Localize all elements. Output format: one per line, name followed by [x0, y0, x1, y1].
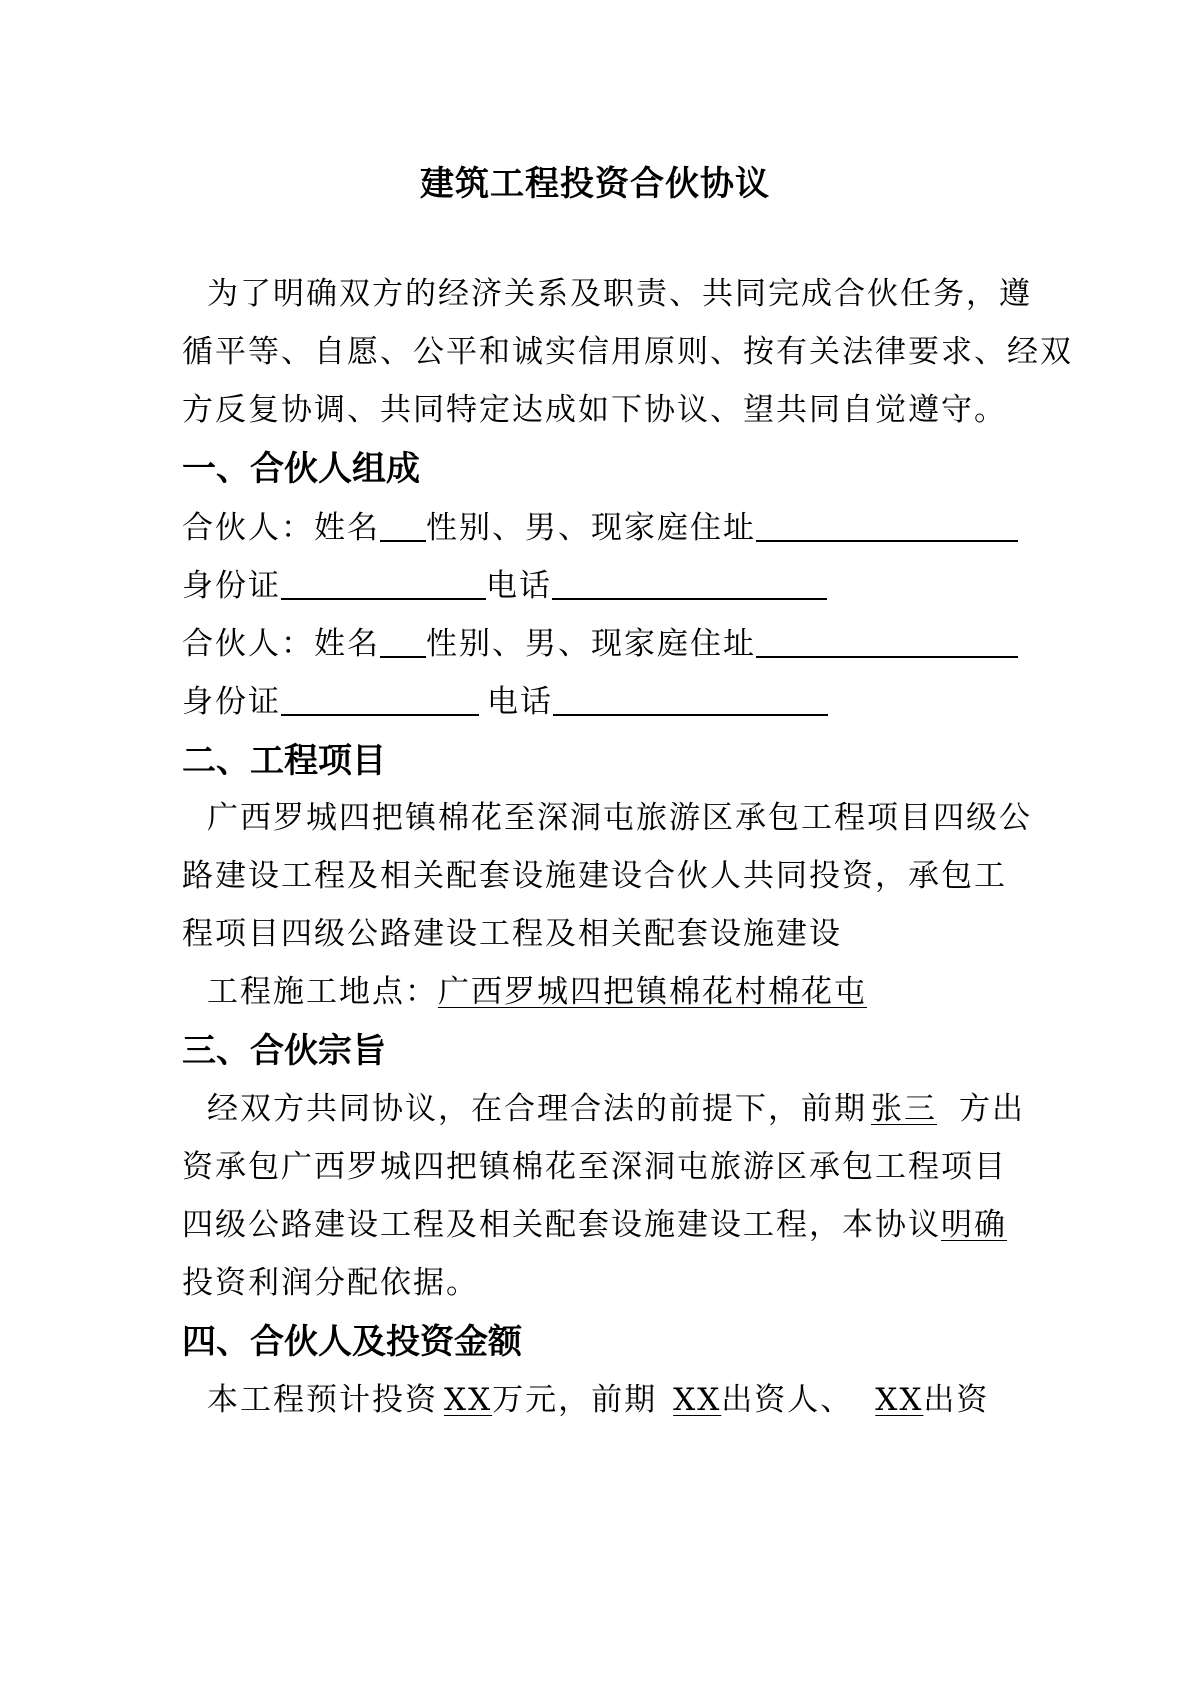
purpose-line-3: [182, 1203, 1012, 1247]
investment-text: 本工程预计投资: [207, 1382, 438, 1418]
investment-text: 出资人、: [721, 1382, 854, 1418]
site-label: 工程施工地点：: [207, 974, 438, 1010]
partner-label: 合伙人：姓名: [182, 510, 380, 546]
intro-line-2: 循平等、自愿、公平和诚实信用原则、按有关法律要求、经双: [182, 334, 1073, 370]
investment-text: 出资: [923, 1382, 990, 1418]
intro-line-3: 方反复协调、共同特定达成如下协议、望共同自觉遵守。: [182, 392, 1007, 428]
purpose-text: 四级公路建设工程及相关配套设施建设工程，本协议: [182, 1207, 941, 1243]
purpose-line-2: 资承包广西罗城四把镇棉花至深洞屯旅游区承包工程项目: [182, 1149, 1007, 1185]
partner-1-phone-field[interactable]: [552, 568, 827, 600]
project-line-1: 广西罗城四把镇棉花至深洞屯旅游区承包工程项目四级公: [207, 800, 1032, 836]
id-label: 身份证: [182, 568, 281, 604]
investor-1: XX: [673, 1382, 722, 1418]
intro-line-1: 为了明确双方的经济关系及职责、共同完成合伙任务，遵: [207, 276, 1032, 312]
section-4-heading: 四、合伙人及投资金额: [182, 1322, 522, 1362]
total-amount: XX: [444, 1382, 493, 1418]
partner-1-id-row: [182, 564, 1012, 608]
purpose-text: 经双方共同协议，在合理合法的前提下，前期: [207, 1091, 867, 1127]
section-2-heading: 二、工程项目: [182, 741, 386, 781]
section-1-heading: 一、合伙人组成: [182, 449, 420, 489]
underlined-term: 明确: [941, 1207, 1007, 1243]
investor-name: 张三: [871, 1091, 937, 1127]
site-value: 广西罗城四把镇棉花村棉花屯: [438, 974, 867, 1010]
phone-label: 电话: [486, 568, 552, 604]
investment-text: 万元，前期: [492, 1382, 658, 1418]
partner-2-name-field[interactable]: [380, 626, 426, 658]
gender-address-label: 性别、男、现家庭住址: [426, 510, 756, 546]
partner-2-id-row: [182, 680, 1012, 724]
investor-2: XX: [875, 1382, 924, 1418]
construction-site-row: [182, 970, 1037, 1014]
partner-2-phone-field[interactable]: [553, 684, 828, 716]
partner-2-name-row: [182, 622, 1012, 666]
partner-2-id-field[interactable]: [281, 684, 479, 716]
partner-1-name-row: [182, 506, 1012, 550]
purpose-line-1: [182, 1087, 1037, 1131]
id-label: 身份证: [182, 684, 281, 720]
partner-label: 合伙人：姓名: [182, 626, 380, 662]
purpose-text: 方出: [959, 1091, 1025, 1127]
purpose-line-4: 投资利润分配依据。: [182, 1265, 479, 1301]
section-3-heading: 三、合伙宗旨: [182, 1031, 386, 1071]
project-line-3: 程项目四级公路建设工程及相关配套设施建设: [182, 916, 842, 952]
phone-label: 电话: [487, 684, 553, 720]
project-line-2: 路建设工程及相关配套设施建设合伙人共同投资，承包工: [182, 858, 1007, 894]
partner-1-id-field[interactable]: [281, 568, 486, 600]
gender-address-label: 性别、男、现家庭住址: [426, 626, 756, 662]
document-title: 建筑工程投资合伙协议: [420, 164, 770, 204]
partner-1-address-field[interactable]: [756, 510, 1018, 542]
investment-line-1: [182, 1378, 1037, 1422]
partner-2-address-field[interactable]: [756, 626, 1018, 658]
partner-1-name-field[interactable]: [380, 510, 426, 542]
